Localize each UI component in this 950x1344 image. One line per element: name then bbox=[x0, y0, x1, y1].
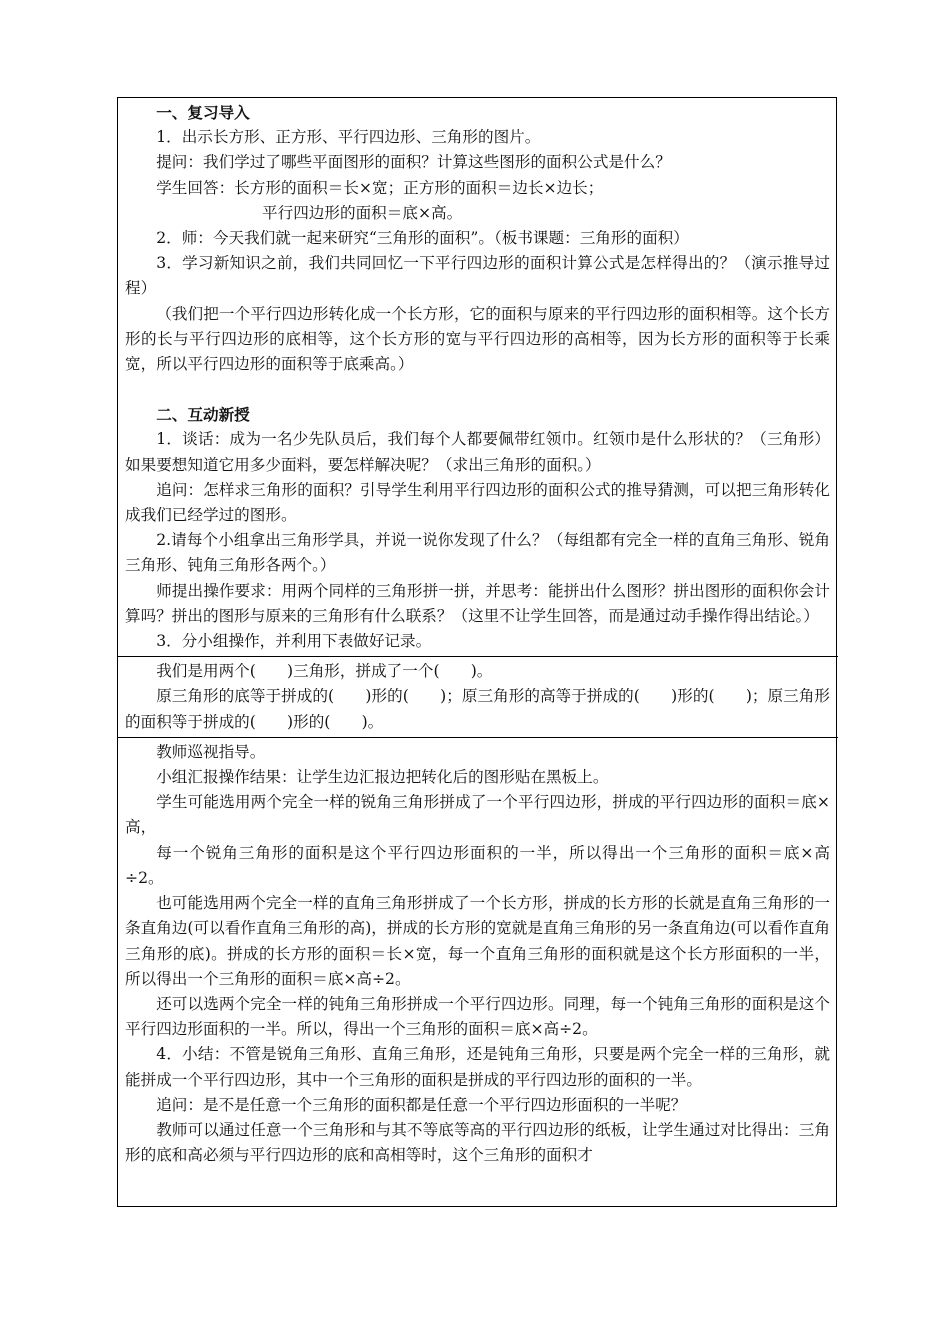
paragraph: 2．师：今天我们就一起来研究“三角形的面积”。（板书课题：三角形的面积） bbox=[156, 229, 689, 248]
paragraph: 也可能选用两个完全一样的直角三角形拼成了一个长方形，拼成的长方形的长就是直角三角形的一条直角边(可以看作直角三角形的高)，拼成的长方形的宽就是直角三角形的另一条直角边(可以看作直角三角形的底)。拼成的长方形的面积＝长×宽，每一个直角三角形的面积就是这个长方形面积的一半，所以得出一个三角形的面积＝底×高÷2。 bbox=[125, 894, 830, 988]
paragraph: 4．小结：不管是锐角三角形、直角三角形，还是钝角三角形，只要是两个完全一样的三角形，就能拼成一个平行四边形，其中一个三角形的面积是拼成的平行四边形的面积的一半。 bbox=[125, 1045, 830, 1089]
paragraph: 学生可能选用两个完全一样的锐角三角形拼成了一个平行四边形，拼成的平行四边形的面积＝底×高， bbox=[125, 793, 830, 837]
paragraph: 学生回答：长方形的面积＝长×宽；正方形的面积＝边长×边长； bbox=[156, 178, 604, 197]
paragraph: 1．谈话：成为一名少先队员后，我们每个人都要佩带红领巾。红领巾是什么形状的？（三角形）如果要想知道它用多少面料，要怎样解决呢？（求出三角形的面积。） bbox=[125, 430, 830, 474]
record-form-line: 我们是用两个( )三角形，拼成了一个( )。 bbox=[156, 662, 493, 681]
paragraph: 教师巡视指导。 bbox=[156, 742, 266, 761]
paragraph: 平行四边形的面积＝底×高。 bbox=[262, 203, 463, 222]
lesson-content bbox=[125, 100, 830, 1168]
divider bbox=[117, 656, 838, 657]
section-heading-new-lesson: 二、互动新授 bbox=[156, 405, 250, 425]
paragraph: 每一个锐角三角形的面积是这个平行四边形面积的一半，所以得出一个三角形的面积＝底×高÷2。 bbox=[125, 843, 830, 887]
paragraph: 提问：我们学过了哪些平面图形的面积？计算这些图形的面积公式是什么？ bbox=[156, 153, 671, 172]
record-form-line: 原三角形的底等于拼成的( )形的( )；原三角形的高等于拼成的( )形的( )；原三角形的面积等于拼成的( )形的( )。 bbox=[125, 687, 830, 731]
paragraph: 3．学习新知识之前，我们共同回忆一下平行四边形的面积计算公式是怎样得出的？（演示推导过程） bbox=[125, 254, 830, 298]
paragraph: 教师可以通过任意一个三角形和与其不等底等高的平行四边形的纸板，让学生通过对比得出：三角形的底和高必须与平行四边形的底和高相等时，这个三角形的面积才 bbox=[125, 1120, 830, 1165]
paragraph: 小组汇报操作结果：让学生边汇报边把转化后的图形贴在黑板上。 bbox=[156, 768, 609, 787]
section-heading-review: 一、复习导入 bbox=[156, 103, 250, 122]
paragraph: 追问：是不是任意一个三角形的面积都是任意一个平行四边形面积的一半呢？ bbox=[156, 1095, 687, 1114]
paragraph: 1．出示长方形、正方形、平行四边形、三角形的图片。 bbox=[156, 128, 541, 147]
paragraph: 追问：怎样求三角形的面积？引导学生利用平行四边形的面积公式的推导猜测，可以把三角形转化成我们已经学过的图形。 bbox=[125, 480, 830, 525]
paragraph: 师提出操作要求：用两个同样的三角形拼一拼，并思考：能拼出什么图形？拼出图形的面积你会计算吗？拼出的图形与原来的三角形有什么联系？（这里不让学生回答，而是通过动手操作得出结论。） bbox=[125, 581, 830, 625]
paragraph: 2.请每个小组拿出三角形学具，并说一说你发现了什么？（每组都有完全一样的直角三角形、锐角三角形、钝角三角形各两个。） bbox=[125, 531, 830, 575]
divider bbox=[117, 737, 838, 738]
paragraph: 3．分小组操作，并利用下表做好记录。 bbox=[156, 632, 432, 651]
paragraph: （我们把一个平行四边形转化成一个长方形，它的面积与原来的平行四边形的面积相等。这个长方形的长与平行四边形的底相等，这个长方形的宽与平行四边形的高相等，因为长方形的面积等于长乘宽，所以平行四边形的面积等于底乘高。） bbox=[125, 304, 830, 374]
paragraph: 还可以选两个完全一样的钝角三角形拼成一个平行四边形。同理，每一个钝角三角形的面积是这个平行四边形面积的一半。所以，得出一个三角形的面积＝底×高÷2。 bbox=[125, 994, 830, 1039]
spacer bbox=[125, 377, 830, 402]
